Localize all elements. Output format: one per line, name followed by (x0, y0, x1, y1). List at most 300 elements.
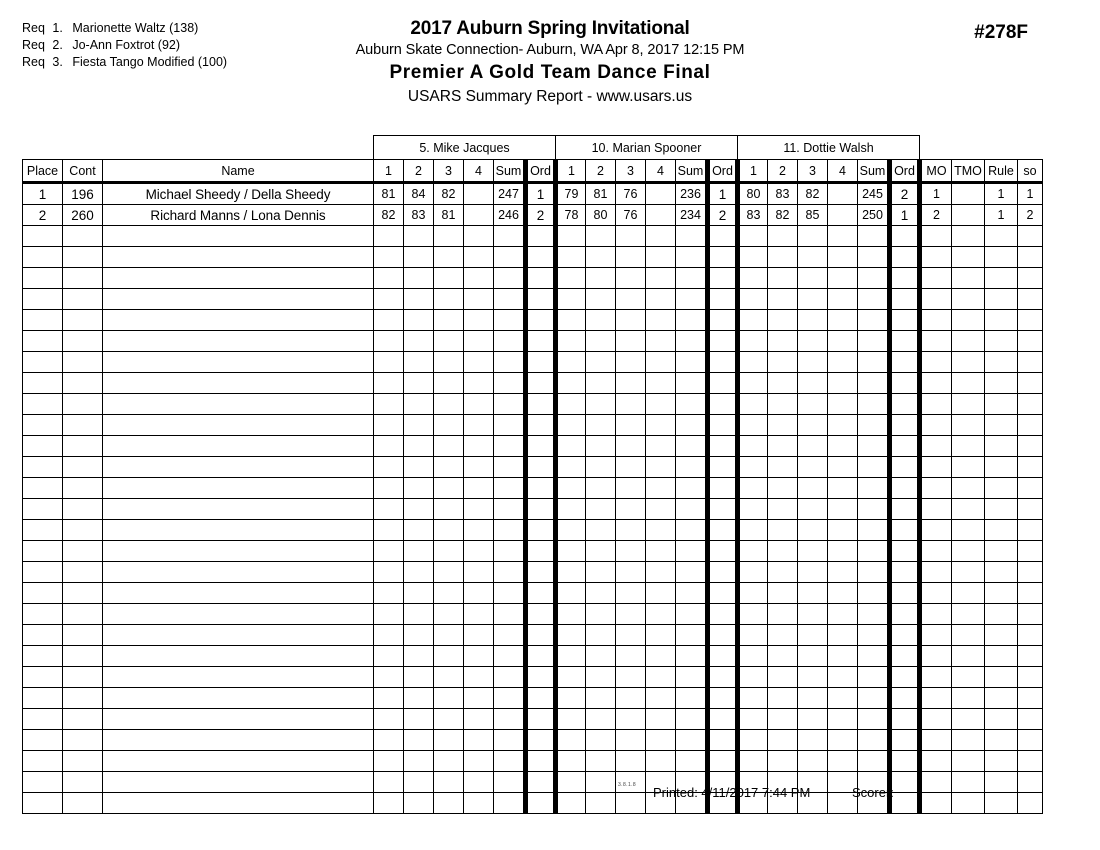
cell-blank (556, 772, 586, 793)
cell-blank (526, 541, 556, 562)
cell-blank (23, 793, 63, 814)
cell-blank (708, 667, 738, 688)
cell-blank (103, 352, 374, 373)
cell-blank (1018, 415, 1043, 436)
cell-blank (556, 667, 586, 688)
cell-judge1-d3: 82 (434, 183, 464, 205)
column-header-judge3-2: 2 (768, 160, 798, 183)
table-row-blank[interactable] (23, 268, 1043, 289)
cell-blank (890, 751, 920, 772)
table-row-blank[interactable] (23, 373, 1043, 394)
cell-blank (828, 226, 858, 247)
cell-blank (464, 352, 494, 373)
cell-blank (920, 667, 952, 688)
cell-blank (952, 562, 985, 583)
cell-blank (556, 373, 586, 394)
cell-judge3-d1: 80 (738, 183, 768, 205)
cell-blank (768, 604, 798, 625)
cell-blank (952, 583, 985, 604)
cell-blank (556, 646, 586, 667)
cell-blank (858, 352, 890, 373)
cell-blank (676, 646, 708, 667)
cell-blank (374, 730, 404, 751)
cell-blank (586, 394, 616, 415)
cell-blank (858, 289, 890, 310)
cell-blank (985, 688, 1018, 709)
cell-blank (768, 247, 798, 268)
cell-blank (616, 289, 646, 310)
cell-blank (708, 457, 738, 478)
cell-blank (63, 478, 103, 499)
table-row-blank[interactable] (23, 352, 1043, 373)
cell-blank (920, 394, 952, 415)
cell-blank (646, 646, 676, 667)
cell-blank (858, 520, 890, 541)
cell-judge1-d3: 81 (434, 205, 464, 226)
table-row-blank[interactable] (23, 604, 1043, 625)
cell-blank (556, 436, 586, 457)
cell-blank (920, 268, 952, 289)
cell-blank (920, 415, 952, 436)
cell-blank (23, 457, 63, 478)
cell-blank (920, 520, 952, 541)
cell-blank (616, 352, 646, 373)
cell-blank (828, 331, 858, 352)
cell-blank (676, 436, 708, 457)
cell-blank (23, 373, 63, 394)
cell-blank (952, 499, 985, 520)
cell-blank (828, 562, 858, 583)
cell-blank (646, 436, 676, 457)
cell-blank (464, 562, 494, 583)
cell-blank (828, 415, 858, 436)
cell-blank (646, 562, 676, 583)
cell-blank (23, 541, 63, 562)
cell-blank (858, 226, 890, 247)
cell-blank (952, 478, 985, 499)
cell-blank (434, 793, 464, 814)
cell-blank (952, 541, 985, 562)
cell-place: 2 (23, 205, 63, 226)
table-row-blank[interactable] (23, 247, 1043, 268)
cell-blank (434, 247, 464, 268)
cell-blank (828, 751, 858, 772)
cell-blank (494, 667, 526, 688)
table-row-blank[interactable] (23, 499, 1043, 520)
cell-blank (768, 352, 798, 373)
cell-blank (1018, 331, 1043, 352)
cell-blank (103, 289, 374, 310)
cell-blank (464, 289, 494, 310)
cell-blank (434, 457, 464, 478)
cell-blank (103, 688, 374, 709)
cell-blank (374, 352, 404, 373)
cell-blank (404, 268, 434, 289)
cell-blank (494, 436, 526, 457)
table-row-blank[interactable] (23, 541, 1043, 562)
cell-blank (985, 730, 1018, 751)
cell-blank (952, 793, 985, 814)
cell-blank (828, 247, 858, 268)
cell-blank (676, 520, 708, 541)
cell-blank (23, 730, 63, 751)
cell-blank (616, 730, 646, 751)
column-header-cont: Cont (63, 160, 103, 183)
cell-judge3-d2: 83 (768, 183, 798, 205)
cell-blank (676, 310, 708, 331)
cell-judge3-d2: 82 (768, 205, 798, 226)
table-row-blank[interactable] (23, 583, 1043, 604)
cell-blank (890, 562, 920, 583)
cell-blank (920, 772, 952, 793)
cell-blank (738, 478, 768, 499)
cell-blank (798, 541, 828, 562)
cell-blank (828, 625, 858, 646)
cell-blank (768, 415, 798, 436)
cell-blank (494, 709, 526, 730)
cell-blank (676, 499, 708, 520)
cell-blank (1018, 268, 1043, 289)
cell-tmo (952, 183, 985, 205)
cell-blank (586, 457, 616, 478)
cell-blank (494, 583, 526, 604)
cell-blank (676, 457, 708, 478)
cell-blank (858, 499, 890, 520)
cell-blank (828, 268, 858, 289)
table-row-blank[interactable] (23, 730, 1043, 751)
results-table (22, 135, 1043, 814)
cell-blank (738, 499, 768, 520)
cell-blank (526, 793, 556, 814)
cell-blank (858, 562, 890, 583)
cell-blank (374, 583, 404, 604)
cell-blank (23, 562, 63, 583)
cell-blank (103, 751, 374, 772)
column-header-judge3-1: 1 (738, 160, 768, 183)
cell-blank (374, 646, 404, 667)
cell-blank (985, 247, 1018, 268)
table-row-blank[interactable] (23, 709, 1043, 730)
cell-blank (985, 352, 1018, 373)
cell-blank (828, 457, 858, 478)
column-header-judge2-4: 4 (646, 160, 676, 183)
cell-blank (556, 520, 586, 541)
cell-blank (103, 520, 374, 541)
requirement-number: 1. (52, 21, 63, 35)
cell-blank (464, 730, 494, 751)
cell-blank (1018, 247, 1043, 268)
cell-so: 2 (1018, 205, 1043, 226)
cell-blank (985, 772, 1018, 793)
cell-blank (646, 331, 676, 352)
cell-blank (63, 310, 103, 331)
table-row-blank[interactable] (23, 520, 1043, 541)
cell-judge3-d3: 82 (798, 183, 828, 205)
cell-blank (985, 289, 1018, 310)
cell-blank (828, 289, 858, 310)
table-row-blank[interactable] (23, 478, 1043, 499)
cell-blank (890, 793, 920, 814)
cell-blank (103, 646, 374, 667)
cell-blank (920, 646, 952, 667)
cell-blank (828, 730, 858, 751)
cell-blank (890, 436, 920, 457)
cell-blank (464, 310, 494, 331)
cell-blank (586, 289, 616, 310)
cell-blank (738, 226, 768, 247)
cell-blank (920, 478, 952, 499)
cell-blank (985, 667, 1018, 688)
cell-judge2-d3: 76 (616, 183, 646, 205)
cell-blank (494, 394, 526, 415)
cell-blank (676, 730, 708, 751)
cell-blank (464, 394, 494, 415)
table-row-blank[interactable] (23, 415, 1043, 436)
cell-blank (798, 457, 828, 478)
cell-blank (434, 499, 464, 520)
cell-blank (828, 541, 858, 562)
table-row-blank[interactable] (23, 394, 1043, 415)
cell-judge2-sum: 236 (676, 183, 708, 205)
cell-blank (464, 646, 494, 667)
cell-blank (952, 520, 985, 541)
cell-blank (985, 499, 1018, 520)
cell-blank (556, 730, 586, 751)
cell-blank (676, 268, 708, 289)
cell-blank (23, 751, 63, 772)
cell-blank (1018, 226, 1043, 247)
cell-blank (1018, 310, 1043, 331)
cell-blank (526, 394, 556, 415)
cell-blank (646, 478, 676, 499)
cell-blank (434, 625, 464, 646)
cell-blank (676, 541, 708, 562)
table-row[interactable] (23, 183, 1043, 205)
cell-mo: 2 (920, 205, 952, 226)
cell-blank (708, 478, 738, 499)
cell-blank (464, 604, 494, 625)
cell-blank (23, 352, 63, 373)
cell-blank (858, 394, 890, 415)
cell-blank (768, 667, 798, 688)
cell-blank (890, 268, 920, 289)
cell-blank (464, 583, 494, 604)
cell-blank (556, 289, 586, 310)
cell-blank (1018, 688, 1043, 709)
column-header-so: so (1018, 160, 1043, 183)
cell-blank (768, 583, 798, 604)
cell-blank (798, 730, 828, 751)
cell-blank (23, 688, 63, 709)
cell-blank (708, 415, 738, 436)
column-header-judge3-ord: Ord (890, 160, 920, 183)
cell-blank (1018, 394, 1043, 415)
cell-blank (890, 373, 920, 394)
cell-blank (434, 772, 464, 793)
cell-blank (890, 667, 920, 688)
cell-blank (586, 499, 616, 520)
cell-judge2-sum: 234 (676, 205, 708, 226)
judge-name-2: 10. Marian Spooner (556, 136, 738, 160)
column-header-judge2-ord: Ord (708, 160, 738, 183)
cell-blank (985, 310, 1018, 331)
cell-blank (890, 604, 920, 625)
cell-blank (464, 688, 494, 709)
cell-blank (404, 583, 434, 604)
cell-blank (985, 373, 1018, 394)
cell-blank (768, 520, 798, 541)
cell-blank (676, 415, 708, 436)
cell-blank (708, 625, 738, 646)
cell-blank (646, 541, 676, 562)
cell-blank (404, 667, 434, 688)
cell-blank (708, 688, 738, 709)
cell-blank (1018, 730, 1043, 751)
cell-blank (985, 520, 1018, 541)
table-row-blank[interactable] (23, 562, 1043, 583)
cell-blank (798, 310, 828, 331)
cell-blank (434, 730, 464, 751)
cell-blank (676, 604, 708, 625)
table-row[interactable] (23, 205, 1043, 226)
cell-blank (828, 667, 858, 688)
cell-blank (952, 646, 985, 667)
cell-blank (890, 520, 920, 541)
cell-blank (798, 247, 828, 268)
cell-blank (798, 268, 828, 289)
cell-blank (738, 751, 768, 772)
cell-blank (985, 646, 1018, 667)
cell-blank (708, 226, 738, 247)
cell-blank (952, 457, 985, 478)
table-row-blank[interactable] (23, 667, 1043, 688)
table-row-blank[interactable] (23, 646, 1043, 667)
cell-blank (63, 667, 103, 688)
cell-blank (828, 499, 858, 520)
table-row-blank[interactable] (23, 331, 1043, 352)
cell-blank (858, 688, 890, 709)
cell-blank (952, 688, 985, 709)
cell-blank (526, 310, 556, 331)
cell-blank (103, 625, 374, 646)
cell-blank (63, 709, 103, 730)
table-row-blank[interactable] (23, 751, 1043, 772)
cell-blank (586, 625, 616, 646)
cell-blank (556, 415, 586, 436)
cell-blank (768, 310, 798, 331)
cell-blank (798, 289, 828, 310)
cell-blank (952, 310, 985, 331)
cell-blank (494, 688, 526, 709)
cell-blank (404, 478, 434, 499)
cell-blank (708, 352, 738, 373)
cell-blank (494, 625, 526, 646)
cell-blank (404, 247, 434, 268)
cell-blank (738, 646, 768, 667)
cell-blank (616, 415, 646, 436)
cell-blank (63, 499, 103, 520)
table-row-blank[interactable] (23, 457, 1043, 478)
cell-blank (798, 646, 828, 667)
cell-blank (103, 394, 374, 415)
table-row-blank[interactable] (23, 310, 1043, 331)
cell-blank (526, 772, 556, 793)
cell-blank (890, 352, 920, 373)
cell-blank (798, 604, 828, 625)
cell-blank (586, 310, 616, 331)
cell-blank (526, 604, 556, 625)
cell-blank (103, 436, 374, 457)
venue-and-datetime: Auburn Skate Connection- Auburn, WA Apr 8, 2017 12:15 PM (355, 42, 745, 58)
cell-blank (616, 457, 646, 478)
cell-blank (103, 268, 374, 289)
table-row-blank[interactable] (23, 688, 1043, 709)
requirement-title: Marionette Waltz (138) (72, 21, 199, 35)
table-row-blank[interactable] (23, 625, 1043, 646)
cell-blank (952, 247, 985, 268)
cell-blank (494, 478, 526, 499)
cell-blank (374, 562, 404, 583)
cell-blank (63, 352, 103, 373)
cell-blank (616, 268, 646, 289)
table-row-blank[interactable] (23, 226, 1043, 247)
cell-blank (1018, 646, 1043, 667)
cell-blank (890, 247, 920, 268)
cell-judge2-d4 (646, 205, 676, 226)
cell-blank (768, 730, 798, 751)
cell-blank (494, 457, 526, 478)
table-row-blank[interactable] (23, 289, 1043, 310)
event-number: #278F (974, 22, 1028, 43)
column-header-judge2-1: 1 (556, 160, 586, 183)
cell-blank (920, 541, 952, 562)
cell-blank (556, 478, 586, 499)
division-title: Premier A Gold Team Dance Final (389, 62, 711, 83)
table-row-blank[interactable] (23, 436, 1043, 457)
cell-blank (646, 310, 676, 331)
cell-blank (768, 646, 798, 667)
requirement-title: Jo-Ann Foxtrot (92) (72, 38, 181, 52)
cell-blank (556, 226, 586, 247)
cell-blank (738, 457, 768, 478)
cell-blank (586, 331, 616, 352)
cell-blank (828, 478, 858, 499)
cell-blank (828, 436, 858, 457)
cell-blank (798, 520, 828, 541)
cell-blank (434, 331, 464, 352)
cell-blank (464, 457, 494, 478)
cell-blank (23, 667, 63, 688)
cell-tmo (952, 205, 985, 226)
cell-blank (103, 478, 374, 499)
cell-blank (828, 373, 858, 394)
cell-blank (676, 226, 708, 247)
cell-blank (63, 688, 103, 709)
cell-blank (434, 583, 464, 604)
cell-blank (768, 373, 798, 394)
column-header-mo: MO (920, 160, 952, 183)
cell-blank (586, 478, 616, 499)
cell-blank (985, 751, 1018, 772)
cell-blank (708, 562, 738, 583)
requirement-label: Req (22, 38, 45, 52)
cell-blank (586, 247, 616, 268)
cell-blank (768, 541, 798, 562)
cell-blank (556, 499, 586, 520)
cell-blank (404, 541, 434, 562)
cell-blank (920, 436, 952, 457)
cell-blank (374, 289, 404, 310)
